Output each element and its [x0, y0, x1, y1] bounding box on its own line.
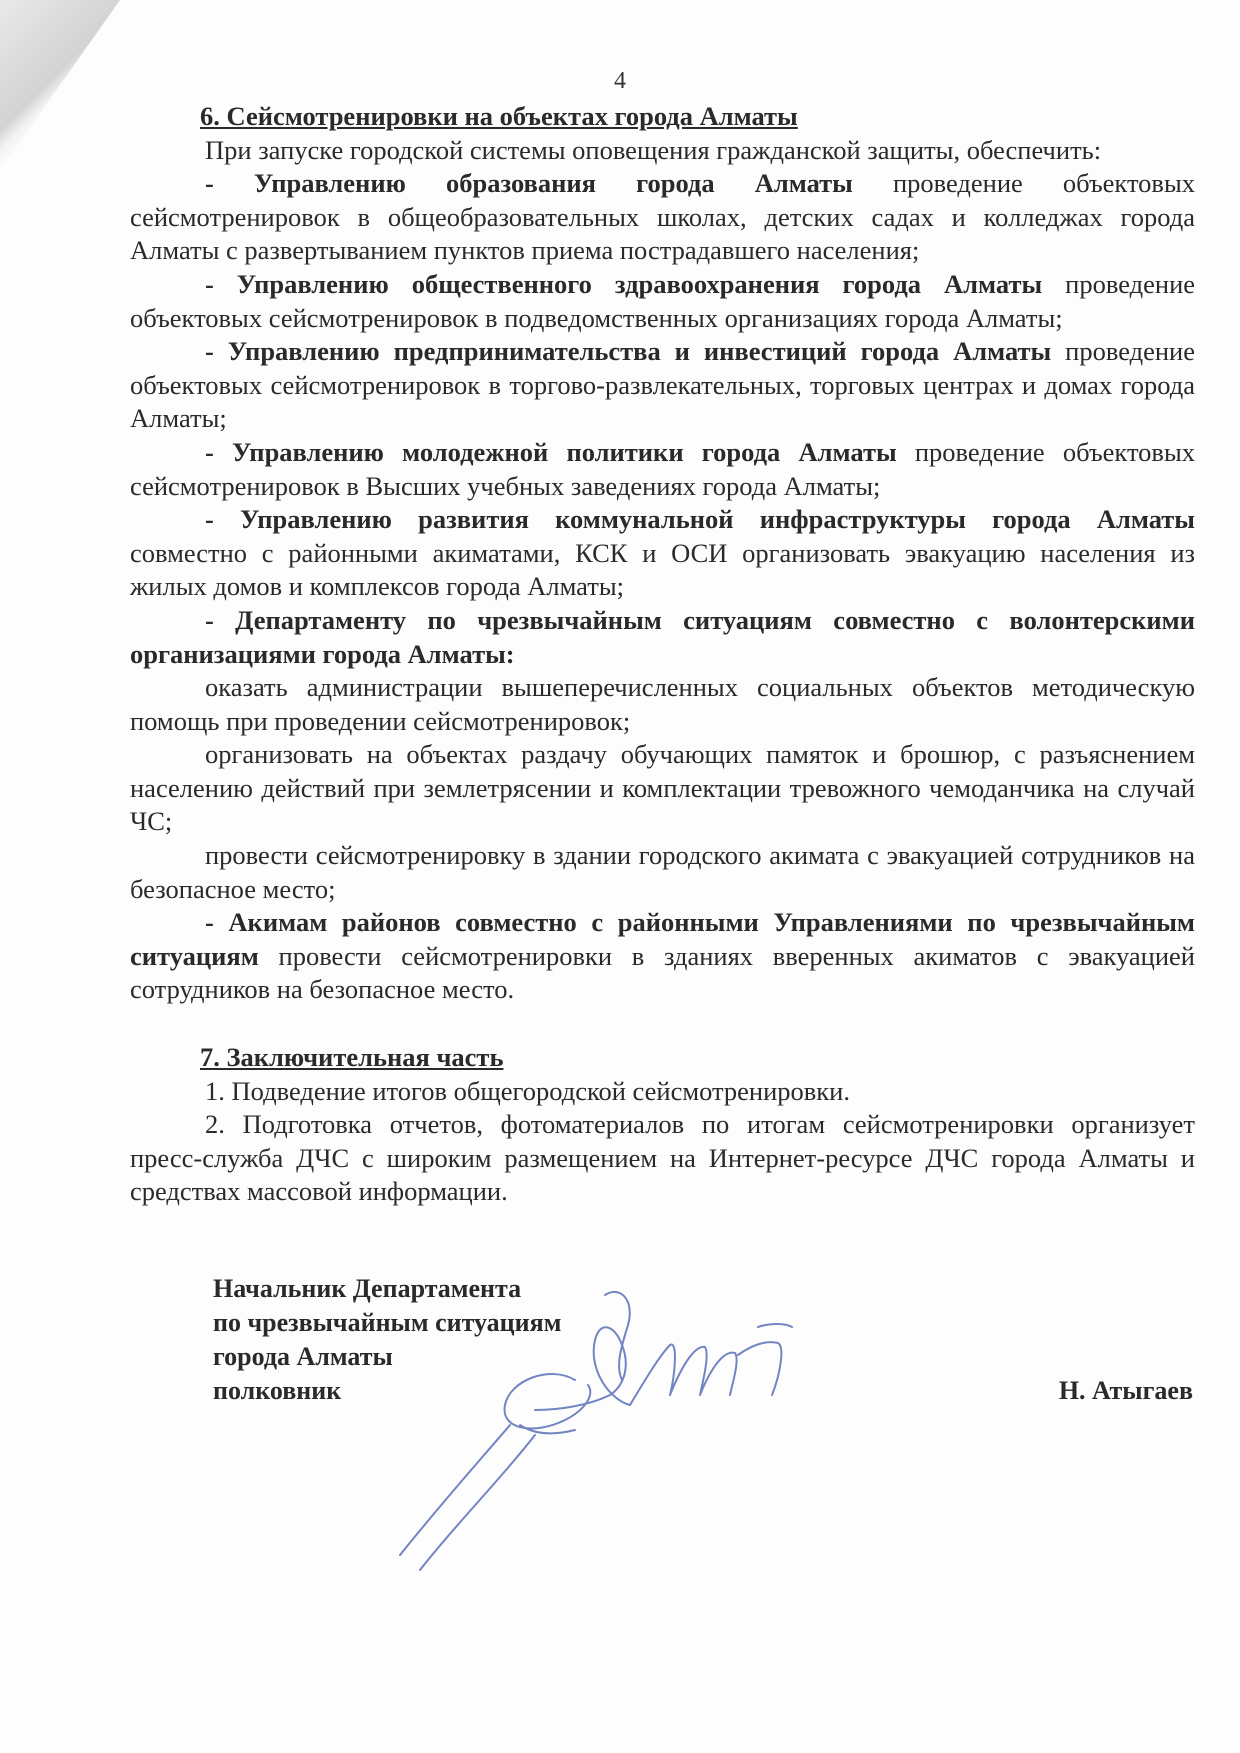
section-gap — [130, 1007, 1195, 1041]
akims-item — [130, 906, 1195, 1007]
document-body — [130, 100, 1195, 1209]
section-7-item: 2. Подготовка отчетов, фотоматериалов по итогам сейсмотренировки организует пресс-служба ДЧС с широким размещением на Интернет-ресурсе ДЧС города Алматы и средствах массовой информации. — [130, 1109, 1195, 1207]
item-text: проведение объектовых сейсмотренировок в торгово-развлекательных, торговых центрах и домах города Алматы; — [130, 336, 1195, 434]
item-bold-text: - Управлению образования города Алматы — [205, 168, 853, 199]
signatory-title-line: Начальник Департамента — [213, 1274, 522, 1303]
section-6-item — [130, 167, 1195, 268]
section-6-item — [130, 268, 1195, 335]
item-bold-text: - Управлению молодежной политики города Алматы — [205, 436, 897, 467]
handwritten-signature — [360, 1285, 920, 1585]
section-6-item — [130, 436, 1195, 503]
item-text: проведение объектовых сейсмотренировок в общеобразовательных школах, детских садах и колледжах города Алматы с развертыванием пунктов приема пострадавшего населения; — [130, 168, 1196, 266]
dcs-task: провести сейсмотренировку в здании городского акимата с эвакуацией сотрудников на безопасное место; — [130, 840, 1195, 904]
item-text: проведение объектовых сейсмотренировок в подведомственных организациях города Алматы; — [130, 268, 1196, 333]
item-text: провести сейсмотренировки в зданиях вверенных акиматов с эвакуацией сотрудников на безопасное место. — [130, 940, 1195, 1005]
section-6-item — [130, 604, 1195, 671]
dcs-task: оказать администрации вышеперечисленных социальных объектов методическую помощь при проведении сейсмотренировок; — [130, 672, 1195, 736]
signatory-title-line: полковник — [213, 1376, 342, 1405]
signatory-title-line: города Алматы — [213, 1342, 393, 1371]
signatory-name: Н. Атыгаев — [1058, 1376, 1193, 1405]
section-6-intro: При запуске городской системы оповещения гражданской защиты, обеспечить: — [205, 134, 1102, 165]
section-7-item: 1. Подведение итогов общегородской сейсмотренировки. — [205, 1075, 850, 1106]
section-6-item — [130, 503, 1195, 604]
item-bold-text: - Управлению общественного здравоохранения города Алматы — [205, 268, 1043, 299]
item-text: проведение объектовых сейсмотренировок в Высших учебных заведениях города Алматы; — [130, 436, 1195, 501]
section-7-heading: 7. Заключительная часть — [200, 1042, 504, 1073]
item-bold-text: - Управлению предпринимательства и инвестиций города Алматы — [205, 336, 1052, 367]
signatory-title-line: по чрезвычайным ситуациям — [213, 1308, 562, 1337]
item-bold-text: - Управлению развития коммунальной инфраструктуры города Алматы — [205, 504, 1195, 535]
section-6-heading: 6. Сейсмотренировки на объектах города Алматы — [200, 101, 798, 131]
dcs-task: организовать на объектах раздачу обучающих памяток и брошюр, с разъяснением населению действий при землетрясении и комплектации тревожного чемоданчика на случай ЧС; — [130, 739, 1195, 837]
item-bold-text: - Акимам районов совместно с районными Управлениями по чрезвычайным ситуациям — [130, 907, 1195, 971]
page-number: 4 — [614, 68, 626, 94]
item-text: совместно с районными акиматами, КСК и ОСИ организовать эвакуацию населения из жилых домов и комплексов города Алматы; — [130, 537, 1195, 602]
section-6-item — [130, 335, 1195, 436]
item-bold-text: - Департаменту по чрезвычайным ситуациям совместно с волонтерскими организациями города Алматы: — [130, 604, 1195, 669]
